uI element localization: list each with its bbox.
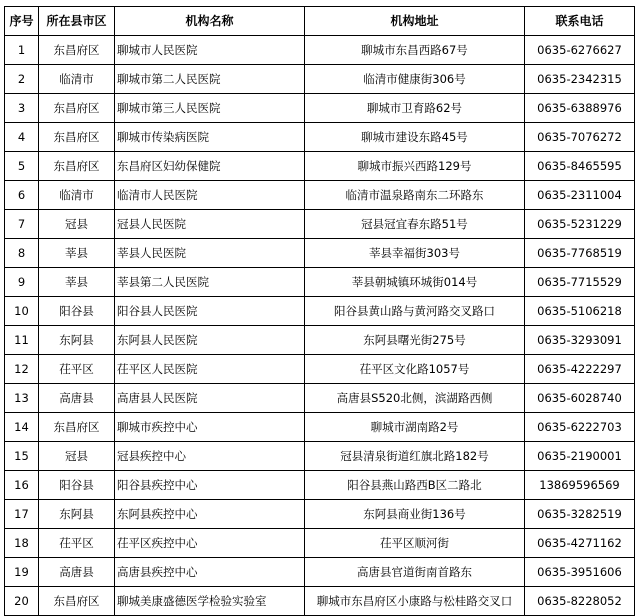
cell-phone: 0635-6276627 <box>525 36 635 65</box>
cell-phone: 0635-6222703 <box>525 413 635 442</box>
cell-phone: 0635-5231229 <box>525 210 635 239</box>
cell-institution-name: 冠县人民医院 <box>115 210 305 239</box>
cell-address: 茌平区文化路1057号 <box>305 355 525 384</box>
cell-address: 冠县清泉街道红旗北路182号 <box>305 442 525 471</box>
table-row <box>5 297 635 326</box>
cell-institution-name: 东昌府区妇幼保健院 <box>115 152 305 181</box>
cell-address: 茌平区顺河街 <box>305 529 525 558</box>
cell-no: 13 <box>5 384 39 413</box>
cell-institution-name: 聊城美康盛德医学检验实验室 <box>115 587 305 616</box>
cell-phone: 0635-2311004 <box>525 181 635 210</box>
table-row <box>5 65 635 94</box>
cell-address: 阳谷县黄山路与黄河路交叉路口 <box>305 297 525 326</box>
cell-no: 20 <box>5 587 39 616</box>
cell-county: 东阿县 <box>39 326 115 355</box>
cell-no: 2 <box>5 65 39 94</box>
table-row <box>5 94 635 123</box>
cell-address: 冠县冠宜春东路51号 <box>305 210 525 239</box>
cell-no: 5 <box>5 152 39 181</box>
cell-address: 莘县幸福街303号 <box>305 239 525 268</box>
cell-no: 9 <box>5 268 39 297</box>
header-phone: 联系电话 <box>525 7 635 36</box>
cell-institution-name: 聊城市人民医院 <box>115 36 305 65</box>
cell-institution-name: 高唐县疾控中心 <box>115 558 305 587</box>
cell-institution-name: 阳谷县疾控中心 <box>115 471 305 500</box>
table-row <box>5 587 635 616</box>
cell-no: 1 <box>5 36 39 65</box>
cell-no: 19 <box>5 558 39 587</box>
cell-county: 临清市 <box>39 181 115 210</box>
header-county: 所在县市区 <box>39 7 115 36</box>
cell-county: 高唐县 <box>39 384 115 413</box>
cell-no: 10 <box>5 297 39 326</box>
cell-phone: 0635-4271162 <box>525 529 635 558</box>
cell-county: 东昌府区 <box>39 413 115 442</box>
cell-county: 阳谷县 <box>39 297 115 326</box>
cell-institution-name: 冠县疾控中心 <box>115 442 305 471</box>
cell-phone: 0635-6388976 <box>525 94 635 123</box>
table-row <box>5 355 635 384</box>
table-row <box>5 152 635 181</box>
cell-county: 莘县 <box>39 239 115 268</box>
cell-phone: 0635-8228052 <box>525 587 635 616</box>
cell-county: 莘县 <box>39 268 115 297</box>
cell-no: 14 <box>5 413 39 442</box>
cell-no: 12 <box>5 355 39 384</box>
cell-county: 冠县 <box>39 442 115 471</box>
cell-institution-name: 东阿县人民医院 <box>115 326 305 355</box>
header-no: 序号 <box>5 7 39 36</box>
cell-phone: 0635-4222297 <box>525 355 635 384</box>
cell-county: 高唐县 <box>39 558 115 587</box>
cell-county: 冠县 <box>39 210 115 239</box>
cell-no: 4 <box>5 123 39 152</box>
table-row <box>5 36 635 65</box>
cell-phone: 0635-7715529 <box>525 268 635 297</box>
table-body <box>5 36 635 616</box>
cell-county: 阳谷县 <box>39 471 115 500</box>
cell-address: 高唐县官道街南首路东 <box>305 558 525 587</box>
cell-address: 阳谷县燕山路西B区二路北 <box>305 471 525 500</box>
table-row <box>5 413 635 442</box>
cell-phone: 0635-7076272 <box>525 123 635 152</box>
cell-institution-name: 聊城市第二人民医院 <box>115 65 305 94</box>
table-row <box>5 123 635 152</box>
cell-institution-name: 聊城市传染病医院 <box>115 123 305 152</box>
table-header-row <box>5 7 635 36</box>
table-row <box>5 384 635 413</box>
cell-address: 高唐县S520北侧，滨湖路西侧 <box>305 384 525 413</box>
cell-phone: 0635-2342315 <box>525 65 635 94</box>
header-address: 机构地址 <box>305 7 525 36</box>
cell-institution-name: 聊城市第三人民医院 <box>115 94 305 123</box>
cell-address: 聊城市卫育路62号 <box>305 94 525 123</box>
cell-no: 6 <box>5 181 39 210</box>
table-row <box>5 471 635 500</box>
institution-table-container <box>4 6 635 616</box>
cell-no: 16 <box>5 471 39 500</box>
cell-no: 18 <box>5 529 39 558</box>
cell-phone: 0635-5106218 <box>525 297 635 326</box>
cell-county: 东昌府区 <box>39 94 115 123</box>
cell-address: 聊城市东昌西路67号 <box>305 36 525 65</box>
cell-institution-name: 莘县人民医院 <box>115 239 305 268</box>
cell-phone: 13869596569 <box>525 471 635 500</box>
cell-phone: 0635-3282519 <box>525 500 635 529</box>
cell-no: 17 <box>5 500 39 529</box>
cell-county: 东昌府区 <box>39 587 115 616</box>
header-name: 机构名称 <box>115 7 305 36</box>
cell-address: 聊城市振兴西路129号 <box>305 152 525 181</box>
cell-institution-name: 茌平区人民医院 <box>115 355 305 384</box>
cell-county: 茌平区 <box>39 355 115 384</box>
cell-institution-name: 莘县第二人民医院 <box>115 268 305 297</box>
cell-county: 茌平区 <box>39 529 115 558</box>
cell-no: 7 <box>5 210 39 239</box>
table-row <box>5 239 635 268</box>
cell-address: 临清市健康街306号 <box>305 65 525 94</box>
cell-no: 3 <box>5 94 39 123</box>
cell-phone: 0635-6028740 <box>525 384 635 413</box>
cell-institution-name: 茌平区疾控中心 <box>115 529 305 558</box>
cell-address: 聊城市湖南路2号 <box>305 413 525 442</box>
cell-phone: 0635-3951606 <box>525 558 635 587</box>
cell-no: 8 <box>5 239 39 268</box>
cell-address: 聊城市东昌府区小康路与松桂路交叉口 <box>305 587 525 616</box>
cell-institution-name: 高唐县人民医院 <box>115 384 305 413</box>
table-row <box>5 210 635 239</box>
table-row <box>5 268 635 297</box>
cell-address: 临清市温泉路南东二环路东 <box>305 181 525 210</box>
cell-institution-name: 东阿县疾控中心 <box>115 500 305 529</box>
institution-table <box>4 6 635 616</box>
table-row <box>5 529 635 558</box>
cell-address: 聊城市建设东路45号 <box>305 123 525 152</box>
cell-institution-name: 聊城市疾控中心 <box>115 413 305 442</box>
table-row <box>5 500 635 529</box>
cell-county: 东昌府区 <box>39 152 115 181</box>
table-row <box>5 181 635 210</box>
table-row <box>5 558 635 587</box>
cell-phone: 0635-2190001 <box>525 442 635 471</box>
cell-no: 15 <box>5 442 39 471</box>
table-row <box>5 326 635 355</box>
cell-county: 东阿县 <box>39 500 115 529</box>
cell-address: 东阿县商业街136号 <box>305 500 525 529</box>
cell-phone: 0635-8465595 <box>525 152 635 181</box>
cell-phone: 0635-3293091 <box>525 326 635 355</box>
cell-county: 东昌府区 <box>39 123 115 152</box>
cell-county: 临清市 <box>39 65 115 94</box>
cell-phone: 0635-7768519 <box>525 239 635 268</box>
cell-institution-name: 临清市人民医院 <box>115 181 305 210</box>
cell-county: 东昌府区 <box>39 36 115 65</box>
cell-address: 莘县朝城镇环城街014号 <box>305 268 525 297</box>
cell-address: 东阿县曙光街275号 <box>305 326 525 355</box>
table-row <box>5 442 635 471</box>
cell-institution-name: 阳谷县人民医院 <box>115 297 305 326</box>
cell-no: 11 <box>5 326 39 355</box>
